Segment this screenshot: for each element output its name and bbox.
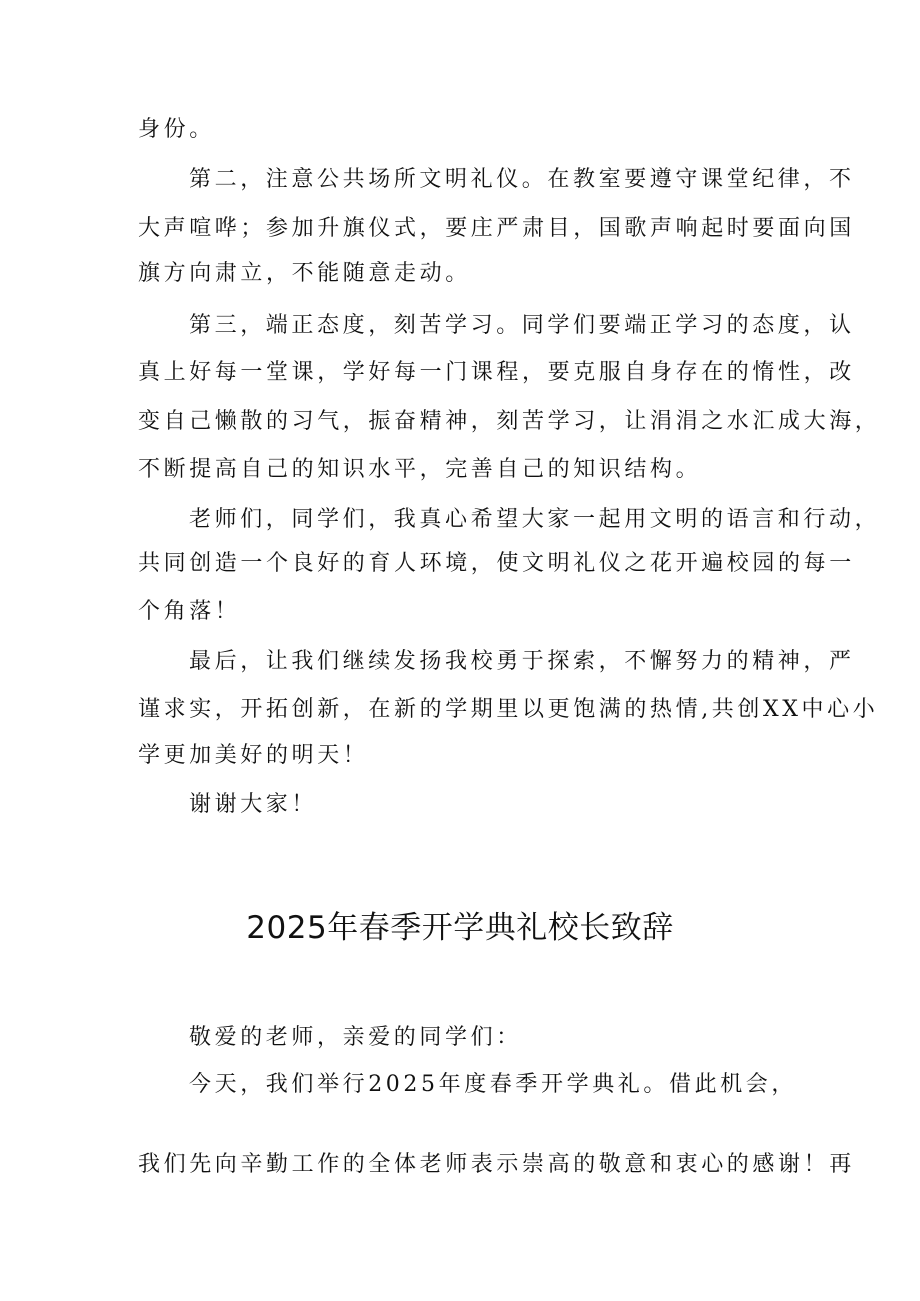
- text-line: 我们先向辛勤工作的全体老师表示崇高的敬意和衷心的感谢！再: [138, 1152, 855, 1177]
- text-line: 最后，让我们继续发扬我校勇于探索，不懈努力的精神，严: [189, 649, 855, 674]
- text-line: 不断提高自己的知识水平，完善自己的知识结构。: [138, 457, 702, 482]
- text-line: 第三，端正态度，刻苦学习。同学们要端正学习的态度，认: [189, 313, 855, 338]
- text-line: 学更加美好的明天！: [138, 743, 369, 768]
- text-line: 老师们，同学们，我真心希望大家一起用文明的语言和行动，: [189, 507, 881, 532]
- text-line: 变自己懒散的习气，振奋精神，刻苦学习，让涓涓之水汇成大海，: [138, 409, 881, 434]
- text-line: 第二，注意公共场所文明礼仪。在教室要遵守课堂纪律，不: [189, 167, 855, 192]
- text-line: 真上好每一堂课，学好每一门课程，要克服自身存在的惰性，改: [138, 360, 855, 385]
- text-line: 大声喧哗；参加升旗仪式，要庄严肃目，国歌声响起时要面向国: [138, 216, 855, 241]
- text-line: 谢谢大家！: [189, 792, 318, 817]
- text-line: 个角落！: [138, 599, 241, 624]
- text-line: 谨求实，开拓创新，在新的学期里以更饱满的热情,共创XX中心小: [138, 697, 879, 722]
- page-title: 2025年春季开学典礼校长致辞: [246, 910, 674, 946]
- text-line: 共同创造一个良好的育人环境，使文明礼仪之花开遍校园的每一: [138, 551, 855, 576]
- text-line: 身份。: [138, 117, 215, 142]
- salutation: 敬爱的老师，亲爱的同学们：: [189, 1025, 522, 1050]
- text-line: 旗方向肃立，不能随意走动。: [138, 261, 471, 286]
- text-line: 今天，我们举行2025年度春季开学典礼。借此机会，: [189, 1072, 797, 1097]
